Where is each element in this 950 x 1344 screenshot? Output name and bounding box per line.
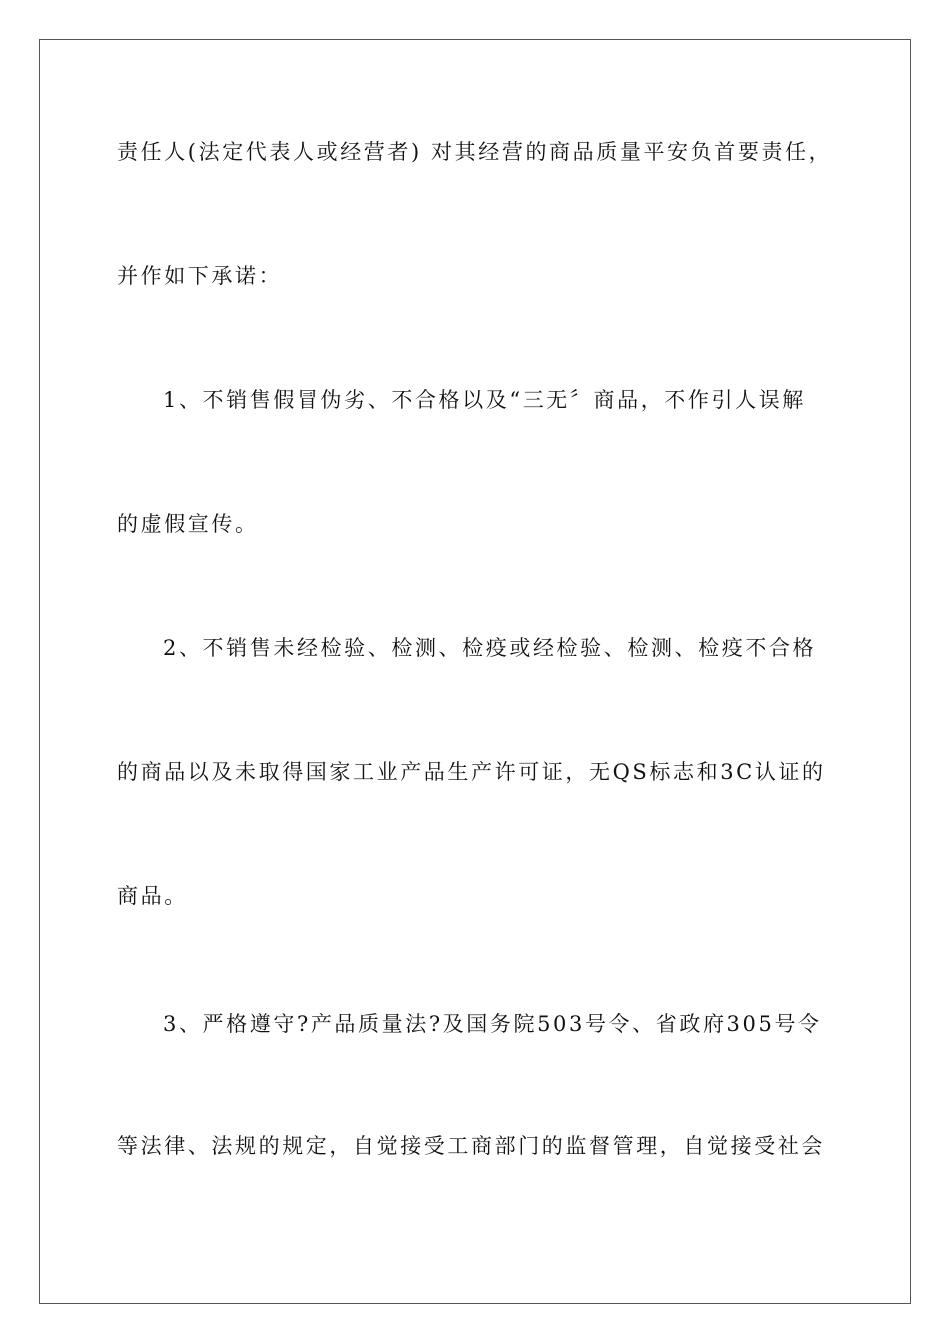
- item-2-line-3: 商品。: [117, 884, 188, 908]
- item-3-line-2: 等法律、法规的规定，自觉接受工商部门的监督管理，自觉接受社会: [117, 1134, 825, 1158]
- item-2-line-2: 的商品以及未取得国家工业产品生产许可证，无QS标志和3C认证的: [117, 760, 826, 784]
- item-3-line-1: 3、严格遵守?产品质量法?及国务院503号令、省政府305号令: [163, 1012, 822, 1036]
- page-border: [39, 39, 911, 1304]
- text-line-2: 并作如下承诺：: [117, 264, 283, 288]
- item-1-line-2: 的虚假宣传。: [117, 512, 259, 536]
- item-2-line-1: 2、不销售未经检验、检测、检疫或经检验、检测、检疫不合格: [163, 636, 817, 660]
- text-line-1: 责任人(法定代表人或经营者) 对其经营的商品质量平安负首要责任，: [117, 140, 833, 164]
- item-1-line-1: 1、不销售假冒伪劣、不合格以及“三无〞商品，不作引人误解: [163, 388, 806, 412]
